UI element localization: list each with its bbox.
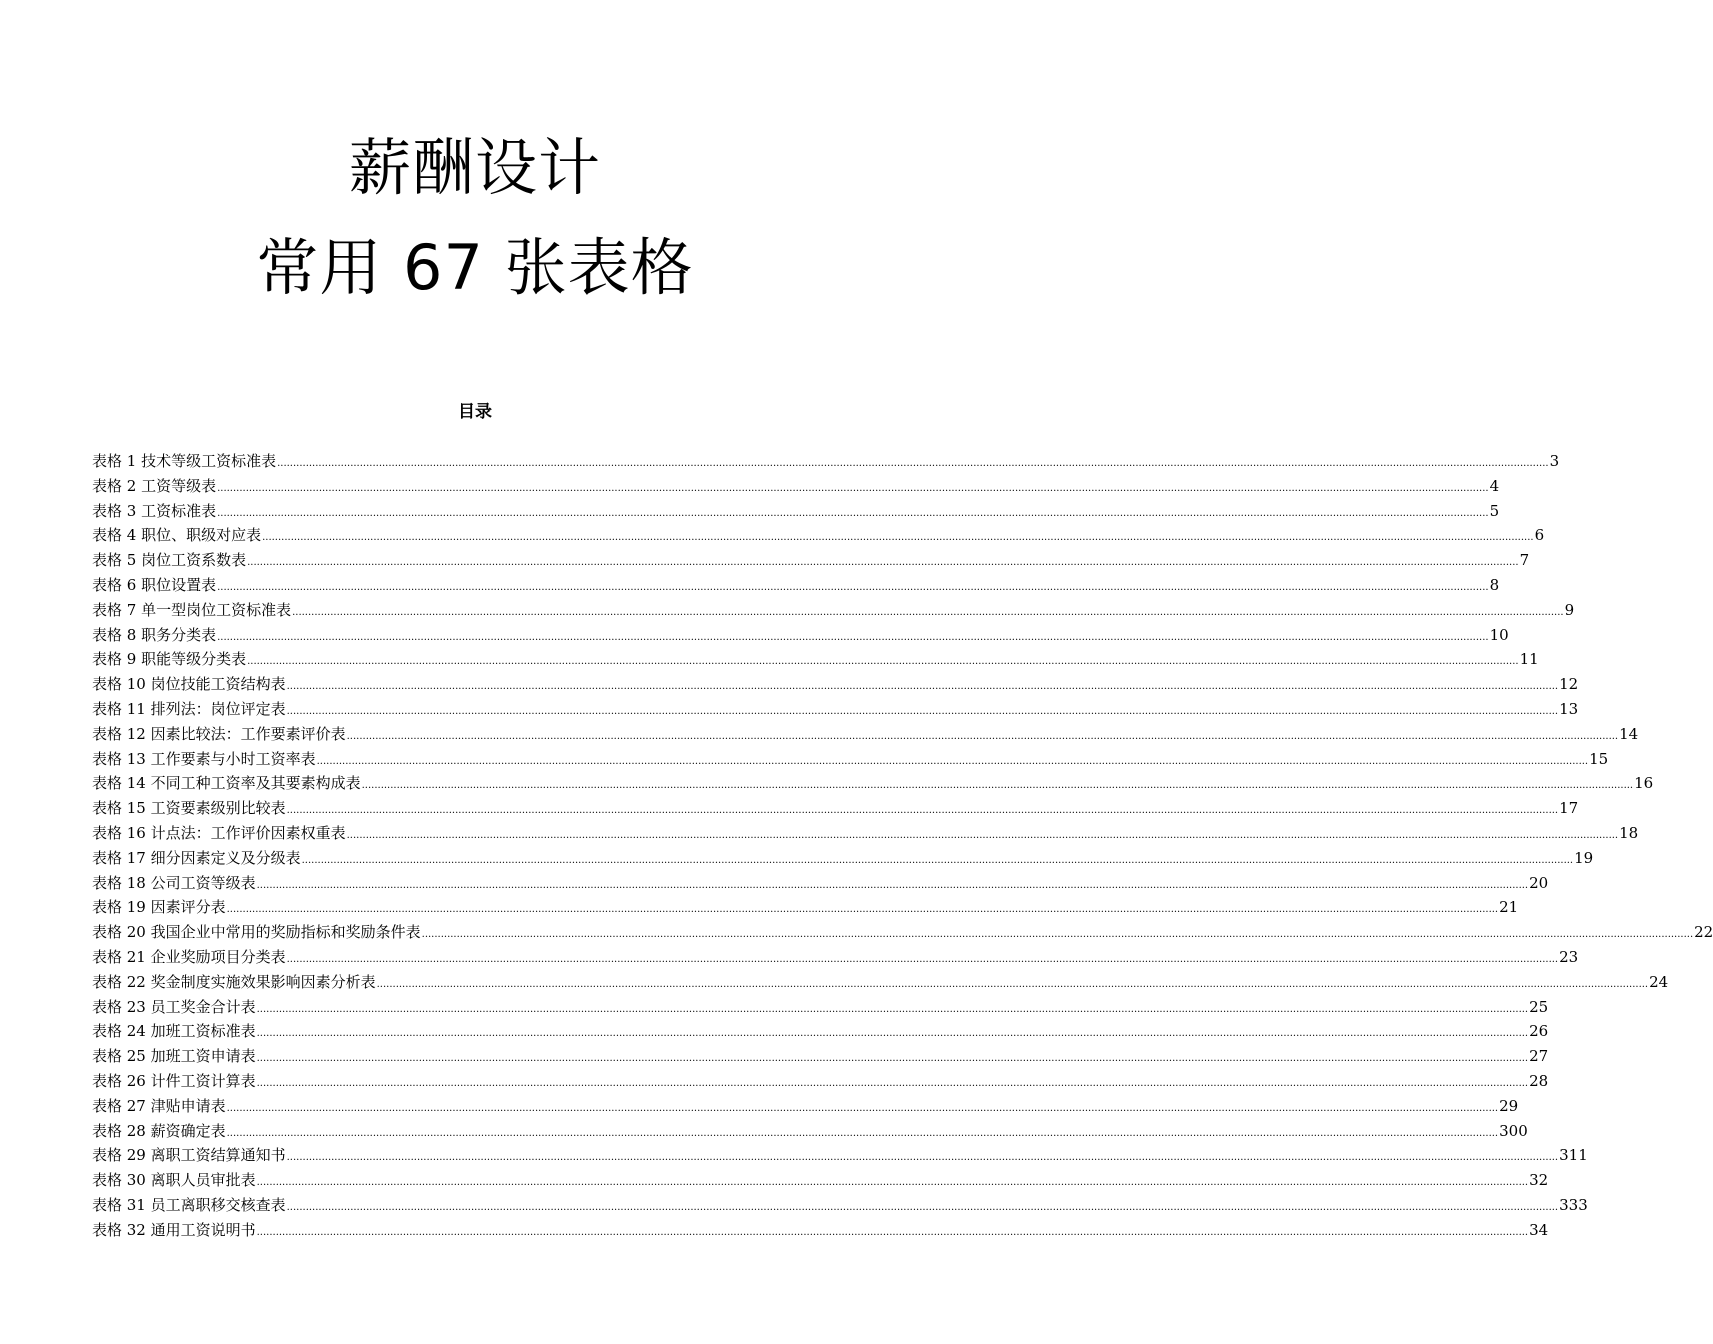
title-line-2: 常用 67 张表格 (256, 231, 694, 304)
toc-leader-dots: ................................................................................................................................................................................................................................................................................................................................................................................................................ (217, 482, 1489, 494)
toc-entry[interactable] (92, 995, 1549, 1020)
toc-entry[interactable] (92, 1218, 1549, 1243)
toc-entry[interactable] (92, 499, 1500, 524)
table-of-contents (92, 449, 1713, 1243)
toc-entry-page[interactable]: 29 (1499, 1096, 1519, 1115)
toc-entry-label[interactable]: 表格 1 技术等级工资标准表 (92, 452, 277, 470)
toc-leader-dots: ................................................................................................................................................................................................................................................................................................................................................................................................................ (217, 507, 1489, 519)
toc-entry[interactable] (92, 573, 1500, 598)
toc-entry[interactable] (92, 796, 1579, 821)
toc-leader-dots: ................................................................................................................................................................................................................................................................................................................................................................................................................ (256, 1003, 1529, 1015)
toc-entry[interactable] (92, 548, 1530, 573)
toc-entry[interactable] (92, 722, 1639, 747)
toc-leader-dots: ................................................................................................................................................................................................................................................................................................................................................................................................................ (256, 1177, 1529, 1189)
toc-entry-page[interactable]: 8 (1489, 575, 1500, 594)
toc-entry-page[interactable]: 23 (1559, 947, 1579, 966)
toc-entry-label[interactable]: 表格 2 工资等级表 (92, 476, 217, 495)
toc-entry-page[interactable]: 27 (1529, 1047, 1549, 1066)
toc-entry[interactable] (92, 945, 1579, 970)
toc-entry-label[interactable]: 表格 14 不同工种工资率及其要素构成表 (92, 774, 361, 793)
toc-entry[interactable] (92, 1193, 1588, 1218)
toc-entry[interactable] (92, 474, 1500, 499)
toc-leader-dots: ................................................................................................................................................................................................................................................................................................................................................................................................................ (217, 581, 1489, 593)
toc-entry-page[interactable]: 300 (1499, 1121, 1528, 1140)
toc-entry[interactable] (92, 771, 1654, 796)
toc-entry-label[interactable]: 表格 8 职务分类表 (92, 625, 217, 644)
toc-entry-label[interactable]: 表格 9 职能等级分类表 (92, 650, 247, 669)
toc-entry[interactable] (92, 672, 1579, 697)
toc-entry-page[interactable]: 17 (1559, 799, 1579, 818)
toc-entry-label[interactable]: 表格 32 通用工资说明书 (92, 1220, 256, 1239)
toc-entry-label[interactable]: 表格 13 工作要素与小时工资率表 (92, 749, 316, 768)
toc-leader-dots: ................................................................................................................................................................................................................................................................................................................................................................................................................ (346, 730, 1619, 742)
toc-leader-dots: ................................................................................................................................................................................................................................................................................................................................................................................................................ (256, 1226, 1529, 1238)
toc-entry-label[interactable]: 表格 3 工资标准表 (92, 501, 217, 520)
toc-leader-dots: ................................................................................................................................................................................................................................................................................................................................................................................................................ (256, 1028, 1529, 1040)
toc-leader-dots: ................................................................................................................................................................................................................................................................................................................................................................................................................ (421, 929, 1694, 941)
toc-entry-page[interactable]: 333 (1559, 1195, 1588, 1214)
toc-entry[interactable] (92, 1044, 1549, 1069)
toc-entry-label[interactable]: 表格 25 加班工资申请表 (92, 1047, 256, 1066)
toc-entry[interactable] (92, 1168, 1549, 1193)
toc-entry-label[interactable]: 表格 11 排列法：岗位评定表 (92, 699, 286, 718)
toc-entry-page[interactable]: 19 (1574, 848, 1594, 867)
toc-entry[interactable] (92, 920, 1713, 945)
toc-leader-dots: ................................................................................................................................................................................................................................................................................................................................................................................................................ (286, 805, 1559, 817)
toc-entry-label[interactable]: 表格 21 企业奖励项目分类表 (92, 947, 286, 966)
toc-entry-page[interactable]: 20 (1529, 873, 1549, 892)
toc-leader-dots: ................................................................................................................................................................................................................................................................................................................................................................................................................ (286, 1152, 1559, 1164)
toc-leader-dots: ................................................................................................................................................................................................................................................................................................................................................................................................................ (226, 1127, 1499, 1139)
toc-entry[interactable] (92, 647, 1539, 672)
toc-entry-label[interactable]: 表格 23 员工奖金合计表 (92, 997, 256, 1016)
toc-entry[interactable] (92, 895, 1519, 920)
toc-entry-page[interactable]: 4 (1489, 476, 1500, 495)
toc-leader-dots: ................................................................................................................................................................................................................................................................................................................................................................................................................ (226, 904, 1499, 916)
toc-entry[interactable] (92, 1094, 1519, 1119)
toc-entry-label[interactable]: 表格 27 津贴申请表 (92, 1096, 226, 1115)
toc-leader-dots: ................................................................................................................................................................................................................................................................................................................................................................................................................ (301, 854, 1574, 866)
toc-leader-dots: ................................................................................................................................................................................................................................................................................................................................................................................................................ (262, 532, 1534, 544)
toc-entry-label[interactable]: 表格 22 奖金制度实施效果影响因素分析表 (92, 972, 376, 991)
toc-entry-page[interactable]: 5 (1489, 501, 1500, 520)
toc-entry-page[interactable]: 14 (1619, 724, 1639, 743)
toc-entry-label[interactable]: 表格 4 职位、职级对应表 (92, 526, 262, 545)
toc-entry[interactable] (92, 821, 1639, 846)
toc-entry-page[interactable]: 34 (1529, 1220, 1549, 1239)
toc-leader-dots: ................................................................................................................................................................................................................................................................................................................................................................................................................ (346, 829, 1619, 841)
toc-leader-dots: ................................................................................................................................................................................................................................................................................................................................................................................................................ (247, 557, 1519, 569)
toc-entry[interactable] (92, 598, 1575, 623)
toc-entry-page[interactable]: 13 (1559, 699, 1579, 718)
toc-entry-page[interactable]: 7 (1519, 551, 1530, 570)
toc-leader-dots: ................................................................................................................................................................................................................................................................................................................................................................................................................ (286, 705, 1559, 717)
toc-entry[interactable] (92, 871, 1549, 896)
toc-leader-dots: ................................................................................................................................................................................................................................................................................................................................................................................................................ (376, 978, 1649, 990)
toc-entry-label[interactable]: 表格 26 计件工资计算表 (92, 1071, 256, 1090)
toc-entry-label[interactable]: 表格 12 因素比较法：工作要素评价表 (92, 724, 346, 743)
toc-entry-label[interactable]: 表格 20 我国企业中常用的奖励指标和奖励条件表 (92, 923, 421, 942)
toc-entry[interactable] (92, 697, 1579, 722)
toc-leader-dots: ................................................................................................................................................................................................................................................................................................................................................................................................................ (361, 780, 1634, 792)
toc-entry[interactable] (92, 1019, 1549, 1044)
toc-leader-dots: ................................................................................................................................................................................................................................................................................................................................................................................................................ (217, 631, 1489, 643)
toc-leader-dots: ................................................................................................................................................................................................................................................................................................................................................................................................................ (256, 1053, 1529, 1065)
toc-entry-page[interactable]: 11 (1519, 650, 1539, 669)
toc-entry[interactable] (92, 523, 1545, 548)
toc-entry[interactable] (92, 846, 1594, 871)
toc-entry[interactable] (92, 449, 1560, 474)
toc-entry-label[interactable]: 表格 30 离职人员审批表 (92, 1171, 256, 1190)
toc-entry-page[interactable]: 24 (1649, 972, 1669, 991)
toc-leader-dots: ................................................................................................................................................................................................................................................................................................................................................................................................................ (286, 1201, 1559, 1213)
toc-entry-page[interactable]: 16 (1634, 774, 1654, 793)
toc-entry-page[interactable]: 6 (1534, 526, 1545, 545)
toc-leader-dots: ................................................................................................................................................................................................................................................................................................................................................................................................................ (256, 879, 1529, 891)
toc-leader-dots: ................................................................................................................................................................................................................................................................................................................................................................................................................ (286, 953, 1559, 965)
toc-entry-label[interactable]: 表格 6 职位设置表 (92, 575, 217, 594)
toc-entry-page[interactable]: 9 (1564, 600, 1575, 619)
toc-entry-page[interactable]: 10 (1489, 625, 1509, 644)
toc-entry[interactable] (92, 1119, 1528, 1144)
toc-entry-label[interactable]: 表格 15 工资要素级别比较表 (92, 799, 286, 818)
toc-leader-dots: ................................................................................................................................................................................................................................................................................................................................................................................................................ (226, 1102, 1499, 1114)
toc-entry[interactable] (92, 1143, 1588, 1168)
toc-leader-dots: ................................................................................................................................................................................................................................................................................................................................................................................................................ (277, 458, 1549, 469)
toc-leader-dots: ................................................................................................................................................................................................................................................................................................................................................................................................................ (292, 606, 1564, 618)
toc-leader-dots: ................................................................................................................................................................................................................................................................................................................................................................................................................ (256, 1077, 1529, 1089)
toc-leader-dots: ................................................................................................................................................................................................................................................................................................................................................................................................................ (286, 681, 1559, 693)
toc-entry-label[interactable]: 表格 29 离职工资结算通知书 (92, 1146, 286, 1165)
toc-entry-page[interactable]: 32 (1529, 1171, 1549, 1190)
toc-entry-page[interactable]: 12 (1559, 675, 1579, 694)
toc-entry-label[interactable]: 表格 28 薪资确定表 (92, 1121, 226, 1140)
toc-entry-page[interactable]: 25 (1529, 997, 1549, 1016)
toc-entry-page[interactable]: 18 (1619, 823, 1639, 842)
toc-entry[interactable] (92, 970, 1669, 995)
toc-entry-page[interactable]: 15 (1589, 749, 1609, 768)
toc-heading: 目录 (458, 402, 492, 422)
toc-entry-label[interactable]: 表格 16 计点法：工作评价因素权重表 (92, 823, 346, 842)
toc-entry[interactable] (92, 747, 1609, 772)
toc-entry-label[interactable]: 表格 5 岗位工资系数表 (92, 551, 247, 570)
toc-leader-dots: ................................................................................................................................................................................................................................................................................................................................................................................................................ (316, 755, 1589, 767)
toc-entry-label[interactable]: 表格 18 公司工资等级表 (92, 873, 256, 892)
toc-entry-label[interactable]: 表格 19 因素评分表 (92, 898, 226, 917)
toc-entry-label[interactable]: 表格 7 单一型岗位工资标准表 (92, 600, 292, 619)
toc-entry[interactable] (92, 1069, 1549, 1094)
toc-entry-page[interactable]: 28 (1529, 1071, 1549, 1090)
document-title (0, 118, 950, 318)
toc-entry-page[interactable]: 26 (1529, 1022, 1549, 1041)
toc-entry-page[interactable]: 22 (1694, 923, 1713, 942)
title-line-1: 薪酬设计 (348, 131, 601, 204)
toc-leader-dots: ................................................................................................................................................................................................................................................................................................................................................................................................................ (247, 656, 1519, 668)
toc-entry[interactable] (92, 623, 1509, 648)
toc-entry-page[interactable]: 3 (1549, 452, 1560, 470)
toc-entry-label[interactable]: 表格 31 员工离职移交核查表 (92, 1195, 286, 1214)
toc-entry-label[interactable]: 表格 10 岗位技能工资结构表 (92, 675, 286, 694)
toc-entry-label[interactable]: 表格 17 细分因素定义及分级表 (92, 848, 301, 867)
toc-entry-page[interactable]: 21 (1499, 898, 1519, 917)
toc-entry-page[interactable]: 311 (1559, 1146, 1588, 1165)
toc-entry-label[interactable]: 表格 24 加班工资标准表 (92, 1022, 256, 1041)
